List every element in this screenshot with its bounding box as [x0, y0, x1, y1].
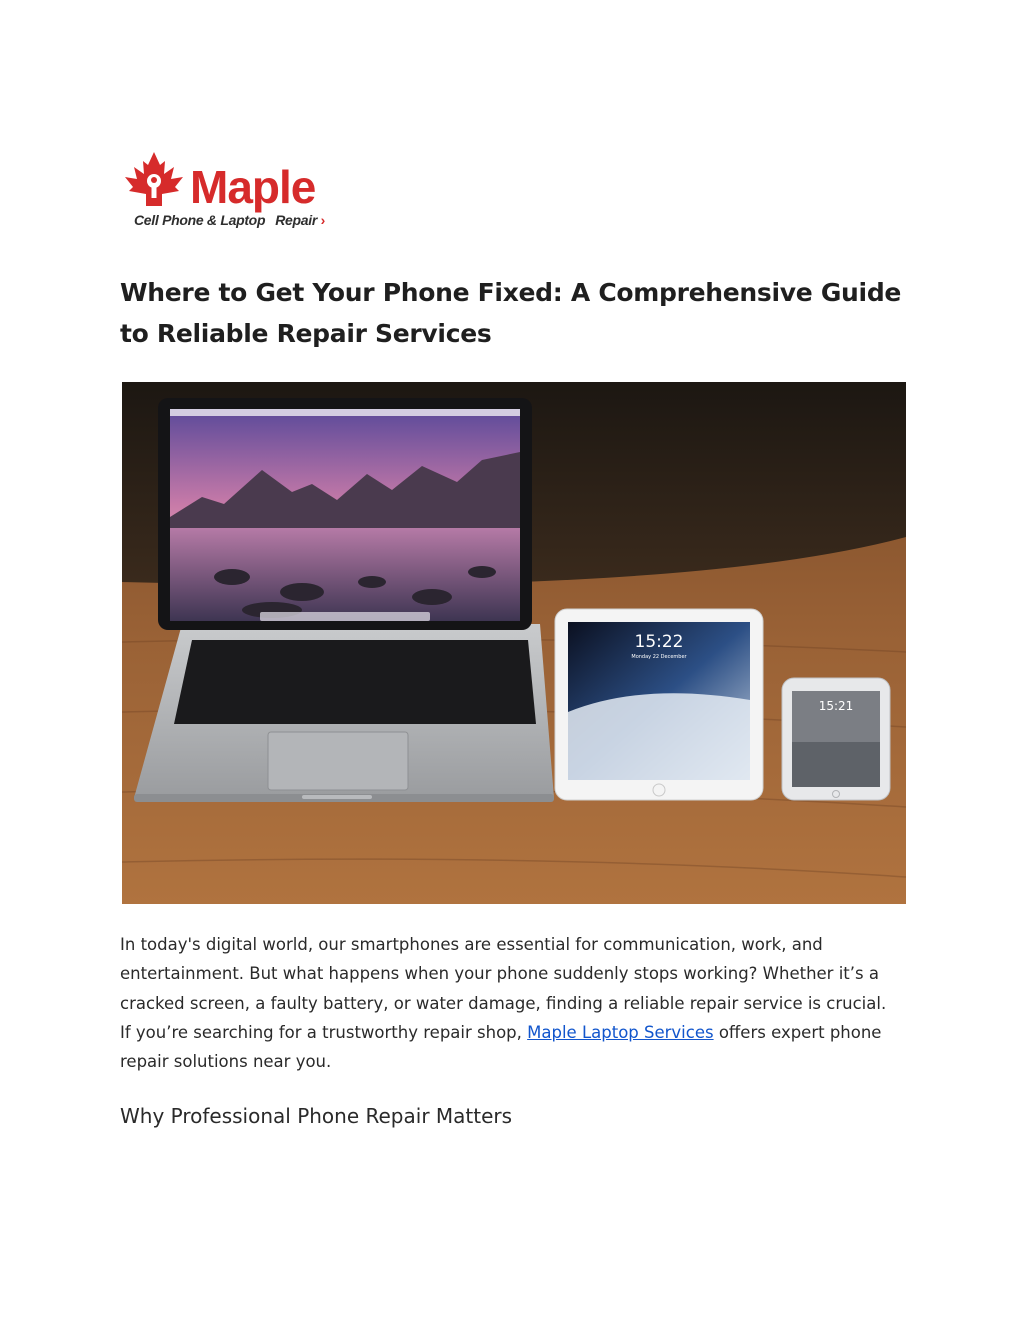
- section-heading: Why Professional Phone Repair Matters: [120, 1104, 513, 1128]
- hero-image: [122, 382, 906, 904]
- tablet-clock: 15:22: [634, 632, 684, 652]
- intro-text-before-link: In today's digital world, our smartphones are essential for communication, work, and entertainment. But what happens when your phone suddenly stops working? Whether it’s a cracked screen, a faulty battery, or water damage, finding a reliable repair service is crucial. If you’re searching for a trustworthy repair shop,: [120, 935, 887, 1042]
- chevron-right-icon: ›: [320, 212, 325, 228]
- maple-leaf-icon: [120, 150, 188, 212]
- article-title: Where to Get Your Phone Fixed: A Comprehensive Guide to Reliable Repair Services: [120, 278, 902, 348]
- phone-clock: 15:21: [818, 699, 854, 713]
- tablet-date: Monday 22 December: [631, 654, 687, 660]
- brand-tagline-right: Repair: [275, 212, 317, 228]
- maple-laptop-services-link[interactable]: Maple Laptop Services: [527, 1022, 714, 1042]
- intro-paragraph: [120, 930, 900, 1076]
- brand-name: Maple: [190, 161, 316, 213]
- brand-tagline: [134, 212, 325, 228]
- brand-tagline-left: Cell Phone & Laptop: [134, 212, 266, 228]
- brand-logo: [120, 150, 330, 230]
- intro-text-after-link: offers expert phone repair solutions near you.: [120, 1022, 882, 1072]
